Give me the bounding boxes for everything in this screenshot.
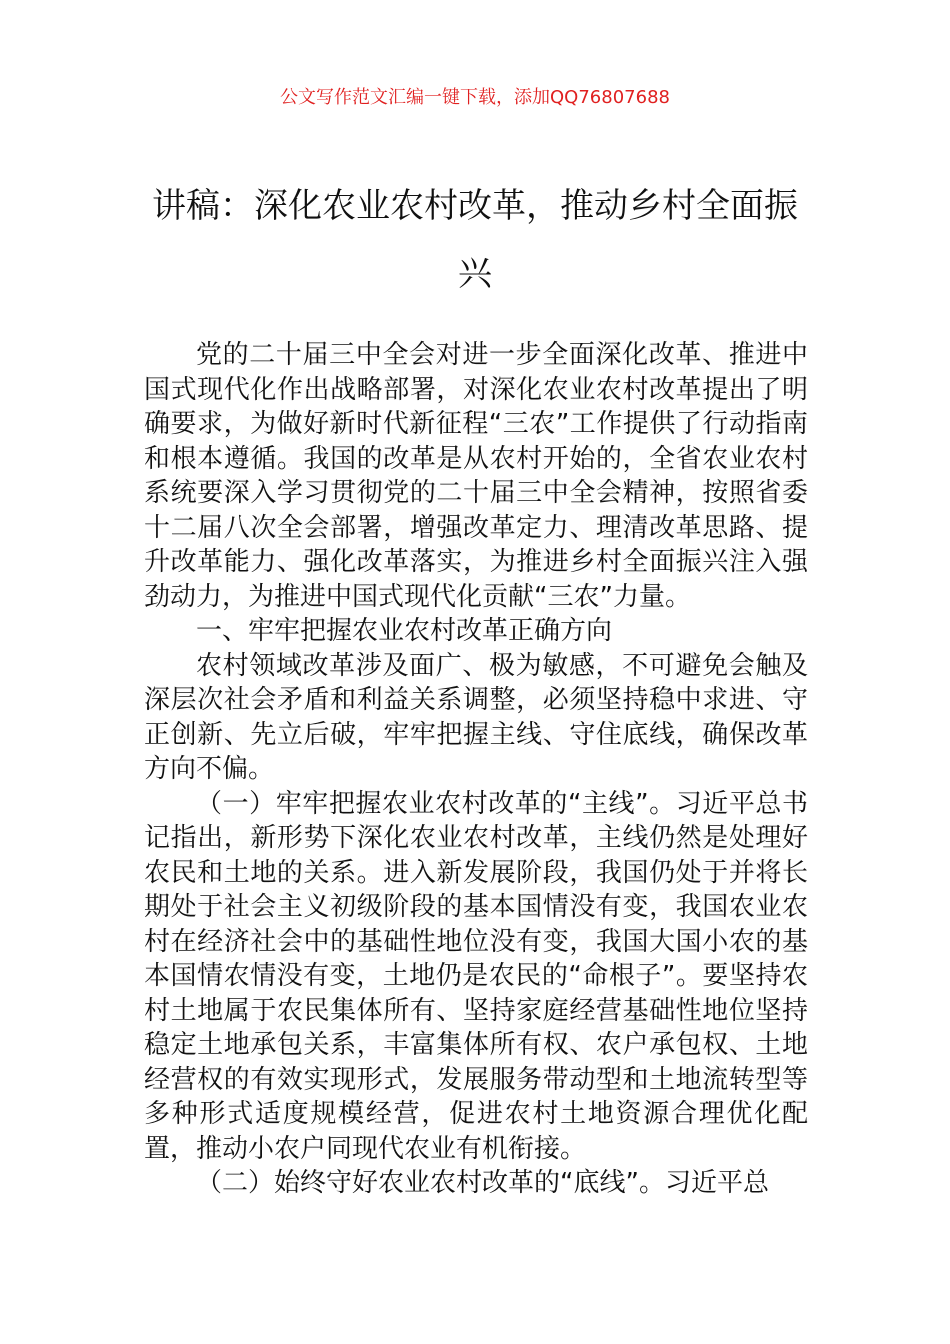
document-body — [144, 338, 808, 1201]
download-banner: 公文写作范文汇编一键下载，添加QQ76807688 — [280, 87, 670, 108]
document-title: 讲稿：深化农业农村改革，推动乡村全面振兴 — [152, 186, 798, 294]
section-heading: 一、牢牢把握农业农村改革正确方向 — [196, 616, 613, 646]
paragraph-point-2: （二）始终守好农业农村改革的“底线”。习近平总 — [196, 1168, 769, 1198]
paragraph-intro: 党的二十届三中全会对进一步全面深化改革、推进中国式现代化作出战略部署，对深化农业农村改革提出了明确要求，为做好新时代新征程“三农”工作提供了行动指南和根本遵循。我国的改革是从农村开始的，全省农业农村系统要深入学习贯彻党的二十届三中全会精神，按照省委十二届八次全会部署，增强改革定力、理清改革思路、提升改革能力、强化改革落实，为推进乡村全面振兴注入强劲动力，为推进中国式现代化贡献“三农”力量。 — [144, 340, 808, 612]
paragraph-section-intro: 农村领域改革涉及面广、极为敏感，不可避免会触及深层次社会矛盾和利益关系调整，必须坚持稳中求进、守正创新、先立后破，牢牢把握主线、守住底线，确保改革方向不偏。 — [144, 650, 808, 784]
paragraph-point-1: （一）牢牢把握农业农村改革的“主线”。习近平总书记指出，新形势下深化农业农村改革，主线仍然是处理好农民和土地的关系。进入新发展阶段，我国仍处于并将长期处于社会主义初级阶段的基本国情没有变，我国农业农村在经济社会中的基础性地位没有变，我国大国小农的基本国情农情没有变，土地仍是农民的“命根子”。要坚持农村土地属于农民集体所有、坚持家庭经营基础性地位坚持稳定土地承包关系，丰富集体所有权、农户承包权、土地经营权的有效实现形式，发展服务带动型和土地流转型等多种形式适度规模经营，促进农村土地资源合理优化配置，推动小农户同现代农业有机衔接。 — [144, 788, 808, 1164]
